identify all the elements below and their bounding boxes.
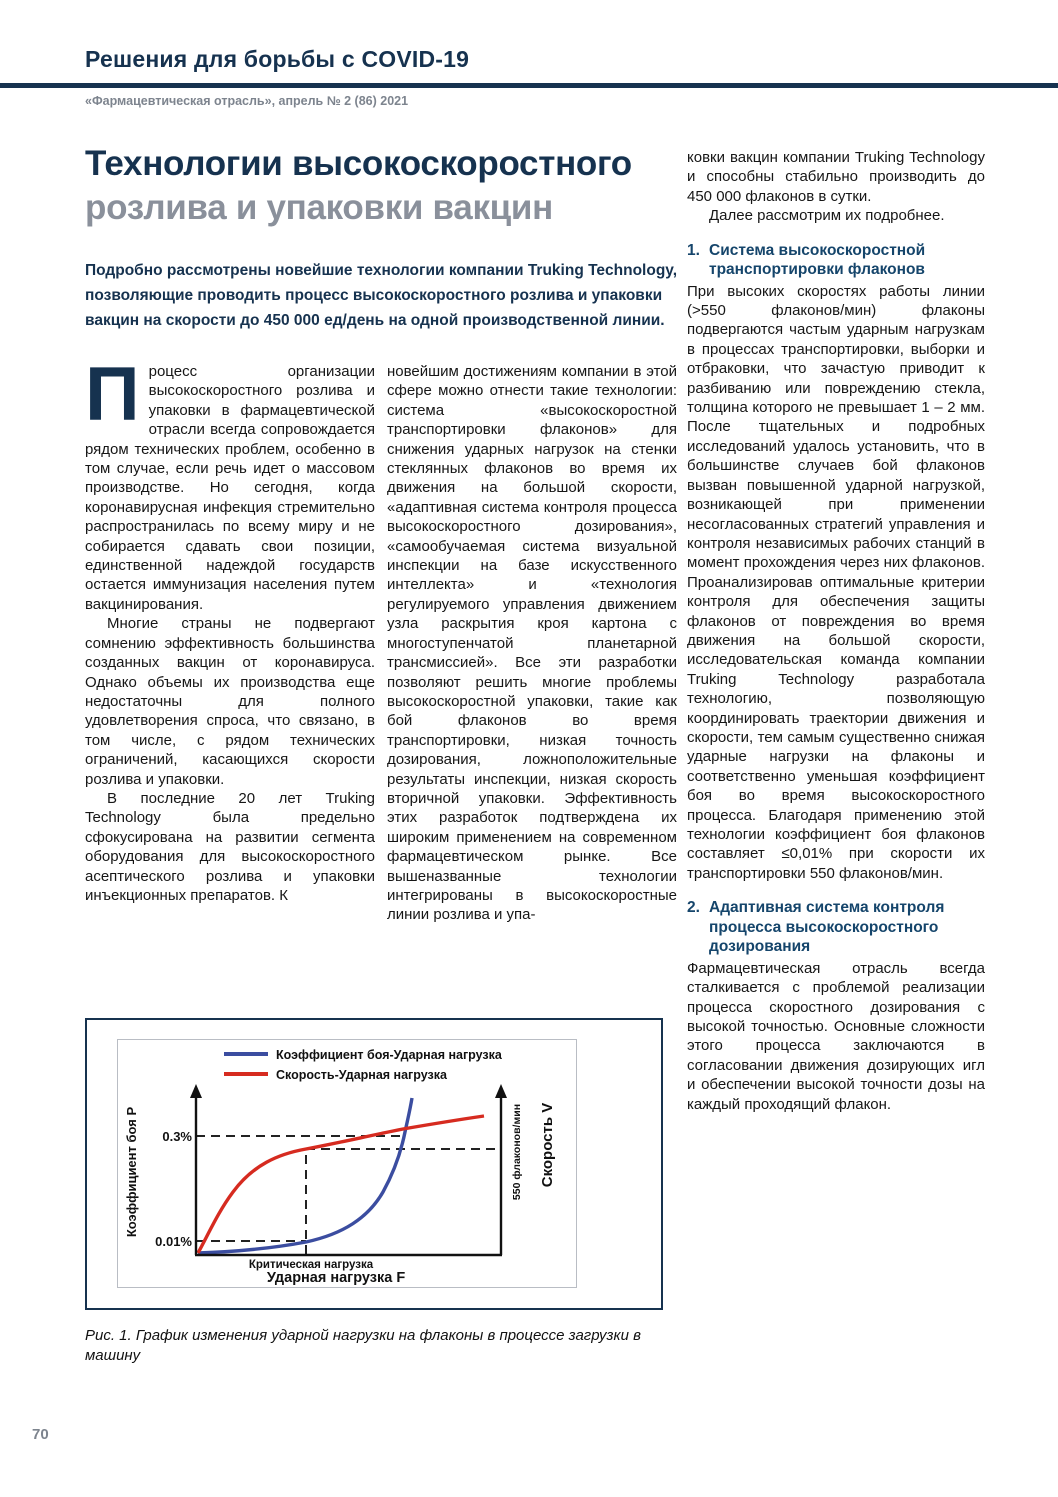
left-axis-label: Коэффициент боя P xyxy=(124,1106,139,1238)
heading-number: 1. xyxy=(687,241,700,259)
paragraph: Фармацевтическая отрасль всегда сталкивается с проблемой реализации процесса скоростного дозирования с высокой точностью. Основные сложности этого процесса заключаются в согласовании движения дозирующих игл и обеспечении высокой точности дозы на каждый проходящий флакон. xyxy=(687,959,985,1113)
load-vs-breakage-chart xyxy=(118,1040,574,1285)
paragraph: Многие страны не подвергают сомнению эффективность большинства созданных вакцин от коронавируса. Однако объемы их производства еще недостаточны для полного удовлетворения спроса, что связано, в том числе, с рядом технических ограничений, касающихся скорости розлива и упаковки. xyxy=(85,615,375,788)
section-title: Решения для борьбы с COVID-19 xyxy=(85,46,470,72)
paragraph: ковки вакцин компании Truking Technology и способны стабильно производить до 450 000 флаконов в сутки. xyxy=(687,149,985,205)
page-number: 70 xyxy=(32,1426,49,1443)
article-lead: Подробно рассмотрены новейшие технологии компании Truking Technology, позволяющие проводить процесс высокоскоростного розлива и упаковки вакцин на скорости до 450 000 ед/день на одной производственной линии. xyxy=(85,262,678,329)
right-axis-label: Скорость V xyxy=(539,1102,556,1188)
paragraph: При высоких скоростях работы линии (>550 флаконов/мин) флаконы подвергаются частым ударным нагрузкам в процессах транспортировки, выборки и отбраковки, что зачастую приводит к разбиванию или повреждению стекла, толщина которого не превышает 1 – 2 мм. После тщательных и подробных исследований удалось установить, что в большинстве случаев бой флаконов вызван повышенной ударной нагрузкой, возникающей при применении несогласованных стратегий управления и контроля независимых рабочих станций в момент прохождения через них флаконов. Проанализировав оптимальные критерии контроля для обеспечения защиты флаконов от повреждения во время движения на большой скорости, исследовательская команда компании Truking Technology разработала технологию, позволяющую координировать траектории движения и скорости, тем самым существенно снижая ударные нагрузки на флаконы и соответственно уменьшая коэффициент боя во время высокоскоростного процесса. Благодаря применению этой технологии коэффициент боя флаконов составляет ≤0,01% при скорости их транспортировки 550 флаконов/мин. xyxy=(687,282,985,882)
text-column-1 xyxy=(85,352,375,905)
header-divider xyxy=(0,83,1058,88)
text-column-2 xyxy=(387,362,677,925)
paragraph: новейшим достижениям компании в этой сфере можно отнести такие технологии: система «высокоскоростной транспортировки флаконов» для снижения ударных нагрузок на стенки стеклянных флаконов во время их движения на большой скорости, «адаптивная система контроля процесса высокоскоростного дозирования», «самообучаемая система визуальной инспекции на базе искусственного интеллекта» и «технология регулируемого управления движением узла раскрытия кроя картона с многоступенчатой планетарной трансмиссией». Все эти разработки позволяют решить многие проблемы высокоскоростной упаковки, такие как бой флаконов во время транспортировки, низкая точность дозирования, ложноположительные результаты инспекции, низкая скорость вторичной упаковки. Эффективность этих разработок подтверждена их широким применением на современном фармацевтическом рынке. Все вышеназванные технологии интегрированы в высокоскоростные линии розлива и упа- xyxy=(387,363,677,924)
ytick-0.01pct: 0.01% xyxy=(155,1234,192,1249)
section-heading-2 xyxy=(687,898,985,957)
article-title-line2: розлива и упаковки вакцин xyxy=(85,188,553,227)
x-axis-label: Ударная нагрузка F xyxy=(266,1270,406,1285)
drop-cap: П xyxy=(85,352,140,437)
right-axis-550-note: 550 флаконов/мин xyxy=(511,1103,523,1201)
journal-issue-line: «Фармацевтическая отрасль», апрель № 2 (86) 2021 xyxy=(85,94,409,108)
paragraph: Далее рассмотрим их подробнее. xyxy=(709,207,945,225)
heading-text: Система высокоскоростной транспортировки флаконов xyxy=(709,241,926,279)
critical-load-annotation: Критическая нагрузка xyxy=(248,1259,374,1271)
paragraph: В последние 20 лет Truking Technology была предельно сфокусирована на развитии сегмента оборудования для высокоскоростного асептического розлива и упаковки инъекционных препаратов. К xyxy=(85,789,375,904)
legend-label-red: Скорость-Ударная нагрузка xyxy=(276,1068,447,1082)
paragraph: Процесс организации высокоскоростного розлива и упаковки в фармацевтической отрасли всегда сопровождается рядом технических проблем, особенно в том случае, если речь идет о массовом производстве. Но сегодня, когда коронавирусная инфекция стремительно распространилась по всему миру и не собирается сдавать свои позиции, единственной надеждой государств остается иммунизация населения путем вакцинирования. xyxy=(85,352,375,613)
article-title-line1: Технологии высокоскоростного xyxy=(85,144,632,183)
section-heading-1 xyxy=(687,241,985,280)
ytick-0.3pct: 0.3% xyxy=(162,1129,192,1144)
figure-caption: Рис. 1. График изменения ударной нагрузки на флаконы в процессе загрузки в машину xyxy=(85,1327,641,1364)
legend-label-blue: Коэффициент боя-Ударная нагрузка xyxy=(276,1048,502,1062)
speed-curve xyxy=(198,1116,484,1253)
right-axis-arrow xyxy=(495,1084,507,1098)
heading-text: Адаптивная система контроля процесса высокоскоростного дозирования xyxy=(709,899,945,956)
heading-number: 2. xyxy=(687,899,700,917)
figure-1-chart xyxy=(85,1018,663,1310)
text-column-3 xyxy=(687,148,985,1114)
chart-plot-box xyxy=(117,1039,577,1288)
left-axis-arrow xyxy=(190,1084,202,1098)
